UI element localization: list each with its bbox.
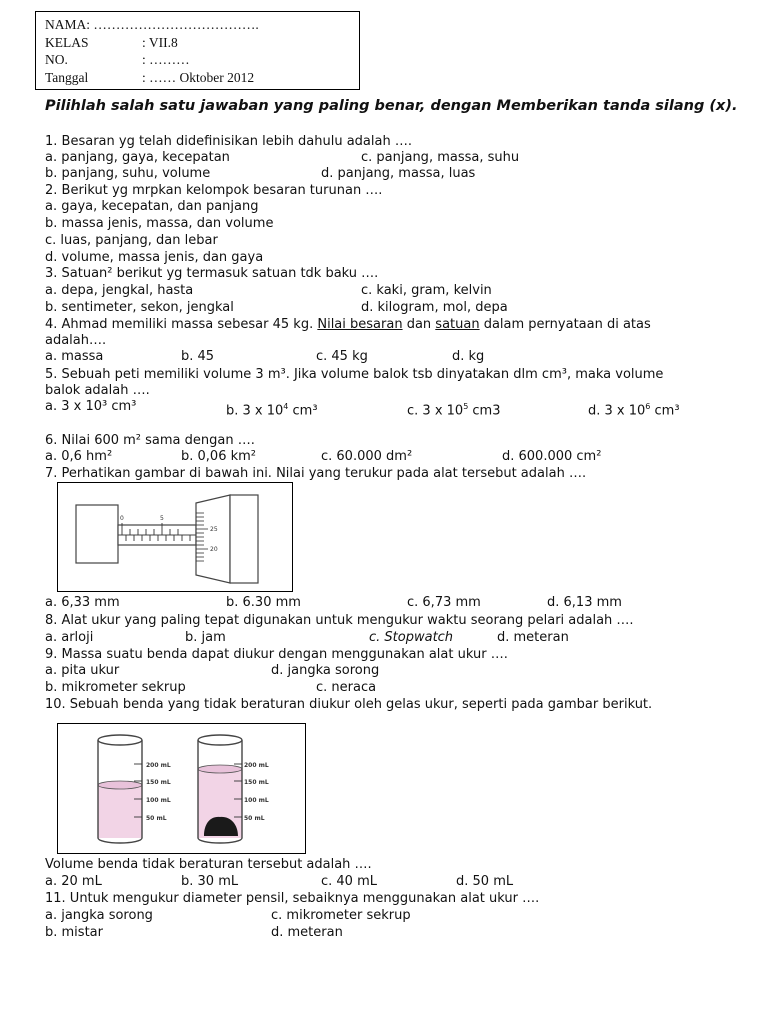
q1-text: 1. Besaran yg telah didefinisikan lebih dahulu adalah ….	[45, 134, 412, 149]
q5-c-unit: cm3	[468, 403, 501, 419]
kelas-row	[45, 35, 178, 51]
thimble-label-25: 25	[210, 526, 218, 533]
micrometer-figure	[57, 482, 293, 592]
q7-text: 7. Perhatikan gambar di bawah ini. Nilai yang terukur pada alat tersebut adalah ….	[45, 466, 587, 481]
q3-option-a[interactable]: a. depa, jengkal, hasta	[45, 283, 194, 298]
q3-option-c[interactable]: c. kaki, gram, kelvin	[361, 283, 492, 298]
q8-text: 8. Alat ukur yang paling tepat digunakan untuk mengukur waktu seorang pelari adalah ….	[45, 613, 634, 628]
nama-row	[45, 17, 259, 33]
thimble-label-20: 20	[210, 546, 218, 553]
tanggal-row	[45, 70, 255, 86]
nama-value[interactable]: : ……………………………….	[86, 17, 259, 32]
q1-option-d[interactable]: d. panjang, massa, luas	[321, 166, 476, 181]
cyl1-label-50: 50 mL	[146, 815, 167, 822]
q4-option-a[interactable]: a. massa	[45, 349, 104, 364]
cyl1-label-200: 200 mL	[146, 762, 171, 769]
q8-option-d[interactable]: d. meteran	[497, 630, 569, 645]
q1-option-a[interactable]: a. panjang, gaya, kecepatan	[45, 150, 230, 165]
q2-option-b[interactable]: b. massa jenis, massa, dan volume	[45, 216, 274, 231]
q6-text: 6. Nilai 600 m² sama dengan ….	[45, 433, 255, 448]
q11-option-b[interactable]: b. mistar	[45, 925, 103, 940]
q2-option-d[interactable]: d. volume, massa jenis, dan gaya	[45, 250, 264, 265]
cyl2-label-100: 100 mL	[244, 797, 269, 804]
q4-text	[45, 317, 651, 333]
kelas-label: KELAS	[45, 35, 89, 50]
q7-option-b[interactable]: b. 6.30 mm	[226, 595, 301, 610]
q9-option-a[interactable]: a. pita ukur	[45, 663, 120, 678]
cyl2-label-50: 50 mL	[244, 815, 265, 822]
q5-d-base: d. 3 x 10	[588, 403, 646, 419]
micrometer-drawing	[58, 483, 292, 591]
no-value[interactable]: : ………	[142, 52, 190, 67]
q4-option-b[interactable]: b. 45	[181, 349, 215, 364]
q10-text-line2: Volume benda tidak beraturan tersebut adalah ….	[45, 857, 372, 872]
q11-option-c[interactable]: c. mikrometer sekrup	[271, 908, 411, 923]
q7-option-a[interactable]: a. 6,33 mm	[45, 595, 120, 610]
q11-text: 11. Untuk mengukur diameter pensil, sebaiknya menggunakan alat ukur ….	[45, 891, 540, 906]
q10-option-b[interactable]: b. 30 mL	[181, 874, 239, 889]
q2-option-c[interactable]: c. luas, panjang, dan lebar	[45, 233, 218, 248]
student-info-box	[35, 11, 360, 90]
q4-underlined-nilai: Nilai besaran	[317, 317, 403, 332]
q8-option-a[interactable]: a. arloji	[45, 630, 94, 645]
q5-c-base: c. 3 x 10	[407, 403, 464, 419]
q5-d-unit: cm³	[650, 403, 680, 419]
q5-text: 5. Sebuah peti memiliki volume 3 m³. Jika volume balok tsb dinyatakan dlm cm³, maka volume	[45, 367, 664, 382]
q4-text-part: dan	[402, 317, 436, 332]
q8-option-b[interactable]: b. jam	[185, 630, 226, 645]
q1-option-c[interactable]: c. panjang, massa, suhu	[361, 150, 520, 165]
q9-option-c[interactable]: c. neraca	[316, 680, 377, 695]
q2-option-a[interactable]: a. gaya, kecepatan, dan panjang	[45, 199, 259, 214]
q5-option-b[interactable]	[226, 399, 318, 419]
q10-option-a[interactable]: a. 20 mL	[45, 874, 102, 889]
nama-label: NAMA	[45, 17, 87, 32]
no-row	[45, 52, 190, 68]
q5-option-a[interactable]: a. 3 x 10³ cm³	[45, 399, 137, 414]
q5-b-unit: cm³	[288, 403, 318, 419]
q4-text-part: dalam pernyataan di atas	[479, 317, 651, 332]
q6-option-a[interactable]: a. 0,6 hm²	[45, 449, 113, 464]
q10-text: 10. Sebuah benda yang tidak beraturan diukur oleh gelas ukur, seperti pada gambar berikut.	[45, 697, 653, 712]
q4-option-c[interactable]: c. 45 kg	[316, 349, 368, 364]
tanggal-label: Tanggal	[45, 70, 89, 85]
cyl2-label-200: 200 mL	[244, 762, 269, 769]
kelas-value: : VII.8	[142, 35, 178, 50]
no-label: NO.	[45, 52, 68, 67]
q11-option-d[interactable]: d. meteran	[271, 925, 343, 940]
q10-option-d[interactable]: d. 50 mL	[456, 874, 514, 889]
q5-c-exponent: 5	[463, 402, 469, 411]
q7-option-c[interactable]: c. 6,73 mm	[407, 595, 481, 610]
measuring-cylinders-drawing	[58, 724, 305, 853]
q9-text: 9. Massa suatu benda dapat diukur dengan menggunakan alat ukur ….	[45, 647, 508, 662]
q8-option-c[interactable]: c. Stopwatch	[369, 630, 454, 645]
q5-b-exponent: 4	[283, 402, 289, 411]
q4-text-part: 4. Ahmad memiliki massa sebesar 45 kg.	[45, 317, 318, 332]
q6-option-c[interactable]: c. 60.000 dm²	[321, 449, 413, 464]
q1-option-b[interactable]: b. panjang, suhu, volume	[45, 166, 211, 181]
q3-option-d[interactable]: d. kilogram, mol, depa	[361, 300, 508, 315]
measuring-cylinder-figure	[57, 723, 306, 854]
cyl1-label-100: 100 mL	[146, 797, 171, 804]
q7-option-d[interactable]: d. 6,13 mm	[547, 595, 622, 610]
q4-text-line2: adalah….	[45, 333, 107, 348]
tanggal-value[interactable]: : …… Oktober 2012	[142, 70, 255, 85]
q4-underlined-satuan: satuan	[435, 317, 480, 332]
q6-option-d[interactable]: d. 600.000 cm²	[502, 449, 602, 464]
q5-option-d[interactable]	[588, 399, 680, 419]
q5-b-base: b. 3 x 10	[226, 403, 284, 419]
q9-option-b[interactable]: b. mikrometer sekrup	[45, 680, 186, 695]
q5-text-line2: balok adalah ….	[45, 383, 150, 398]
q3-text: 3. Satuan² berikut yg termasuk satuan tdk baku ….	[45, 266, 379, 281]
q2-text: 2. Berikut yg mrpkan kelompok besaran turunan ….	[45, 183, 383, 198]
main-scale-label-5: 5	[160, 515, 164, 522]
main-scale-label-0: 0	[120, 515, 124, 522]
q11-option-a[interactable]: a. jangka sorong	[45, 908, 153, 923]
q5-d-exponent: 6	[645, 402, 651, 411]
q3-option-b[interactable]: b. sentimeter, sekon, jengkal	[45, 300, 234, 315]
cyl2-label-150: 150 mL	[244, 779, 269, 786]
cyl1-label-150: 150 mL	[146, 779, 171, 786]
instruction: Pilihlah salah satu jawaban yang paling benar, dengan Memberikan tanda silang (x).	[45, 98, 738, 114]
q6-option-b[interactable]: b. 0,06 km²	[181, 449, 256, 464]
q4-option-d[interactable]: d. kg	[452, 349, 485, 364]
q5-option-c[interactable]	[407, 399, 501, 419]
q10-option-c[interactable]: c. 40 mL	[321, 874, 377, 889]
q9-option-d[interactable]: d. jangka sorong	[271, 663, 380, 678]
